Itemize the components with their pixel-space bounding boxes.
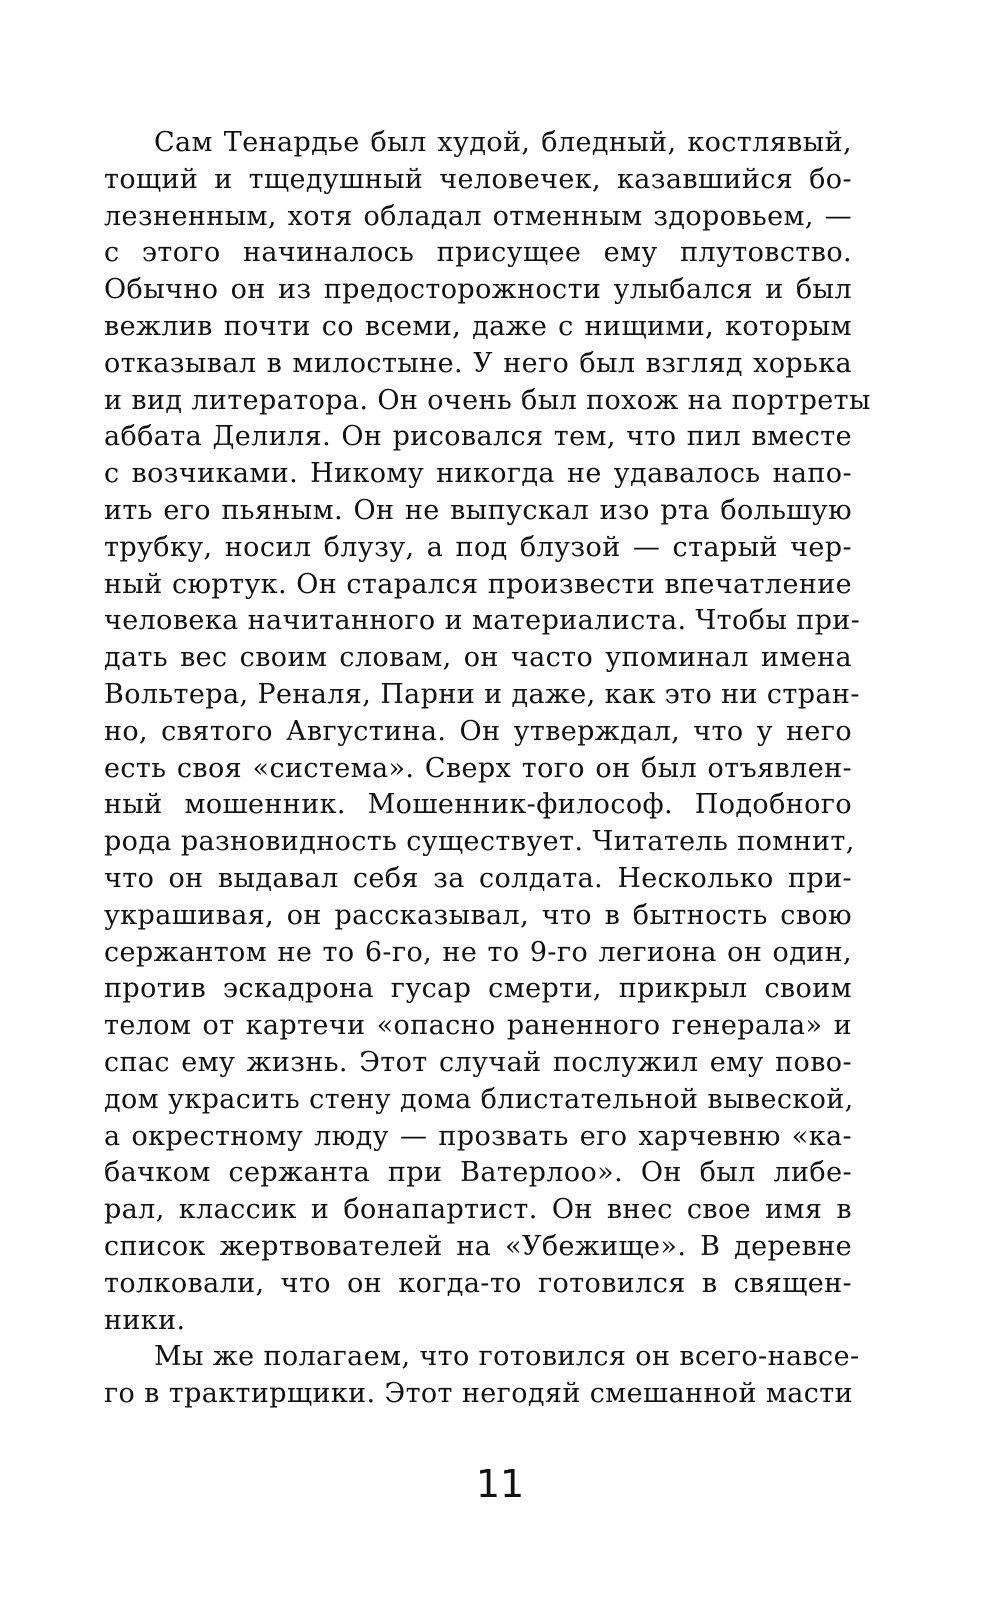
- text-line: человека начитанного и материалиста. Чтобы при-: [104, 605, 861, 637]
- text-line: трубку, носил блузу, а под блузой — старый чер-: [104, 531, 852, 563]
- text-line: и вид литератора. Он очень был похож на портреты: [104, 384, 871, 416]
- text-line: ить его пьяным. Он не выпускал изо рта большую: [104, 494, 852, 526]
- text-line: дом украсить стену дома блистательной вывеской,: [104, 1083, 854, 1115]
- text-line: рода разновидность существует. Читатель помнит,: [104, 826, 855, 858]
- text-line: с возчиками. Никому никогда не удавалось напо-: [104, 458, 852, 490]
- text-line: Сам Тенардье был худой, бледный, костлявый,: [154, 127, 852, 158]
- paragraph: [104, 125, 871, 1339]
- text-line: с этого начиналось присущее ему плутовство.: [104, 237, 852, 269]
- body-text: [104, 125, 871, 1413]
- text-line: Вольтера, Реналя, Парни и даже, как это ни стран-: [104, 678, 860, 710]
- text-line: украшивая, он рассказывал, что в бытность свою: [104, 899, 852, 931]
- text-line: ный мошенник. Мошенник-философ. Подобного: [104, 789, 852, 821]
- text-line: ники.: [104, 1304, 186, 1336]
- text-line: толковали, что он когда-то готовился в священ-: [104, 1267, 852, 1299]
- text-line: вежлив почти со всеми, даже с нищими, которым: [104, 310, 852, 342]
- page-number: 11: [475, 1462, 525, 1506]
- text-line: тощий и тщедушный человечек, казавшийся бо-: [104, 163, 852, 195]
- text-line: против эскадрона гусар смерти, прикрыл своим: [104, 973, 852, 1005]
- text-line: Мы же полагаем, что готовился он всего-навсе-: [154, 1341, 860, 1373]
- text-line: что он выдавал себя за солдата. Несколько при-: [104, 862, 852, 894]
- text-line: лезненным, хотя обладал отменным здоровьем, —: [104, 200, 852, 232]
- text-line: го в трактирщики. Этот негодяй смешанной масти: [104, 1378, 853, 1410]
- text-line: отказывал в милостыне. У него был взгляд хорька: [104, 347, 852, 379]
- text-line: спас ему жизнь. Этот случай послужил ему пово-: [104, 1046, 852, 1078]
- text-line: дать вес своим словам, он часто упоминал имена: [104, 642, 852, 674]
- text-line: список жертвователей на «Убежище». В деревне: [104, 1230, 852, 1262]
- text-line: телом от картечи «опасно раненного генерала» и: [104, 1010, 852, 1042]
- text-line: аббата Делиля. Он рисовался тем, что пил вместе: [104, 421, 852, 453]
- text-line: Обычно он из предосторожности улыбался и был: [104, 274, 852, 306]
- text-line: рал, классик и бонапартист. Он внес свое имя в: [104, 1194, 852, 1226]
- text-line: сержантом не то 6-го, не то 9-го легиона он один,: [104, 936, 852, 968]
- text-line: ный сюртук. Он старался произвести впечатление: [104, 568, 852, 600]
- text-line: а окрестному люду — прозвать его харчевню «ка-: [104, 1120, 852, 1152]
- paragraph: [104, 1339, 860, 1413]
- text-line: есть своя «система». Сверх того он был отъявлен-: [104, 752, 852, 784]
- text-line: но, святого Августина. Он утверждал, что у него: [104, 715, 852, 747]
- text-line: бачком сержанта при Ватерлоо». Он был либе-: [104, 1157, 852, 1189]
